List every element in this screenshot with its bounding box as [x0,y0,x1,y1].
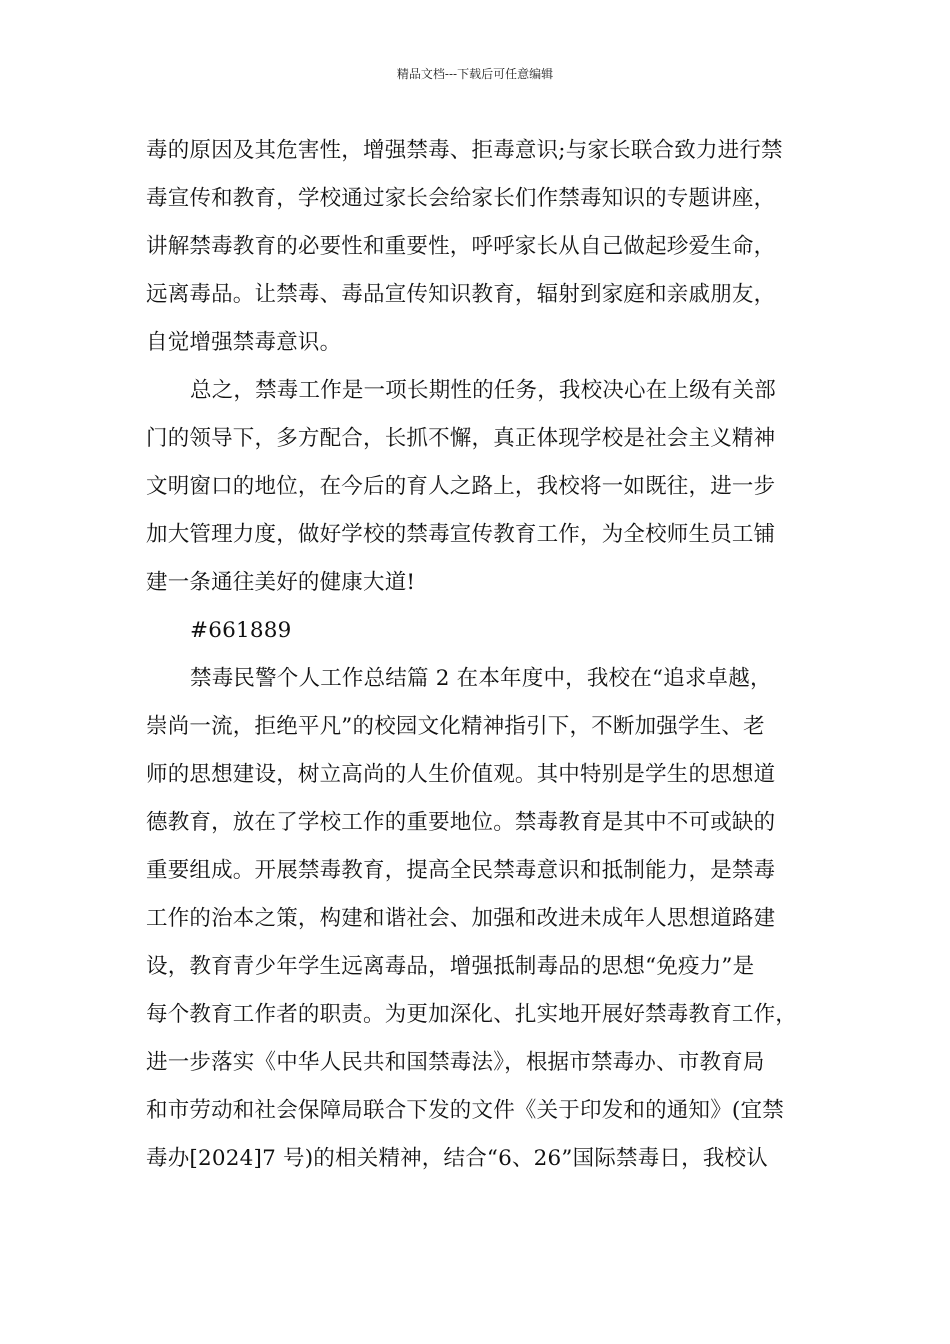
text-line: 毒的原因及其危害性，增强禁毒、拒毒意识;与家长联合致力进行禁 [146,138,783,163]
text-line: 工作的治本之策，构建和谐社会、加强和改进未成年人思想道路建 [146,906,776,931]
text-line: 重要组成。开展禁毒教育，提高全民禁毒意识和抵制能力，是禁毒 [146,858,776,883]
text-line: 崇尚一流，拒绝平凡”的校园文化精神指引下，不断加强学生、老 [146,714,765,739]
text-line: 和市劳动和社会保障局联合下发的文件《关于印发和的通知》(宜禁 [146,1098,784,1123]
text-line: 门的领导下，多方配合，长抓不懈，真正体现学校是社会主义精神 [146,426,776,451]
paragraph [146,371,826,611]
text-line: 毒办[2024]7 号)的相关精神，结合“6、26”国际禁毒日，我校认 [146,1146,768,1171]
paragraph [146,659,826,1187]
page-header: 精品文档---下载后可任意编辑 [396,67,554,81]
text-line: 建一条通往美好的健康大道! [146,570,416,595]
text-line: 设，教育青少年学生远离毒品，增强抵制毒品的思想“免疫力”是 [146,954,755,979]
text-line: 师的思想建设，树立高尚的人生价值观。其中特别是学生的思想道 [146,762,776,787]
text-line: 自觉增强禁毒意识。 [146,330,342,355]
paragraph [146,611,826,659]
text-line: 毒宣传和教育，学校通过家长会给家长们作禁毒知识的专题讲座， [146,186,776,211]
document-body [146,131,826,1187]
text-line: 远离毒品。让禁毒、毒品宣传知识教育，辐射到家庭和亲戚朋友， [146,282,776,307]
text-line: 进一步落实《中华人民共和国禁毒法》，根据市禁毒办、市教育局 [146,1050,765,1075]
text-line: 禁毒民警个人工作总结篇 2 在本年度中，我校在“追求卓越， [190,666,772,691]
document-id: #661889 [190,618,292,643]
text-line: 文明窗口的地位，在今后的育人之路上，我校将一如既往，进一步 [146,474,776,499]
text-line: 德教育，放在了学校工作的重要地位。禁毒教育是其中不可或缺的 [146,810,776,835]
paragraph [146,131,826,371]
text-line: 讲解禁毒教育的必要性和重要性，呼呼家长从自己做起珍爱生命， [146,234,776,259]
text-line: 总之，禁毒工作是一项长期性的任务，我校决心在上级有关部 [190,378,776,403]
text-line: 加大管理力度，做好学校的禁毒宣传教育工作，为全校师生员工铺 [146,522,776,547]
text-line: 每个教育工作者的职责。为更加深化、扎实地开展好禁毒教育工作， [146,1002,798,1027]
